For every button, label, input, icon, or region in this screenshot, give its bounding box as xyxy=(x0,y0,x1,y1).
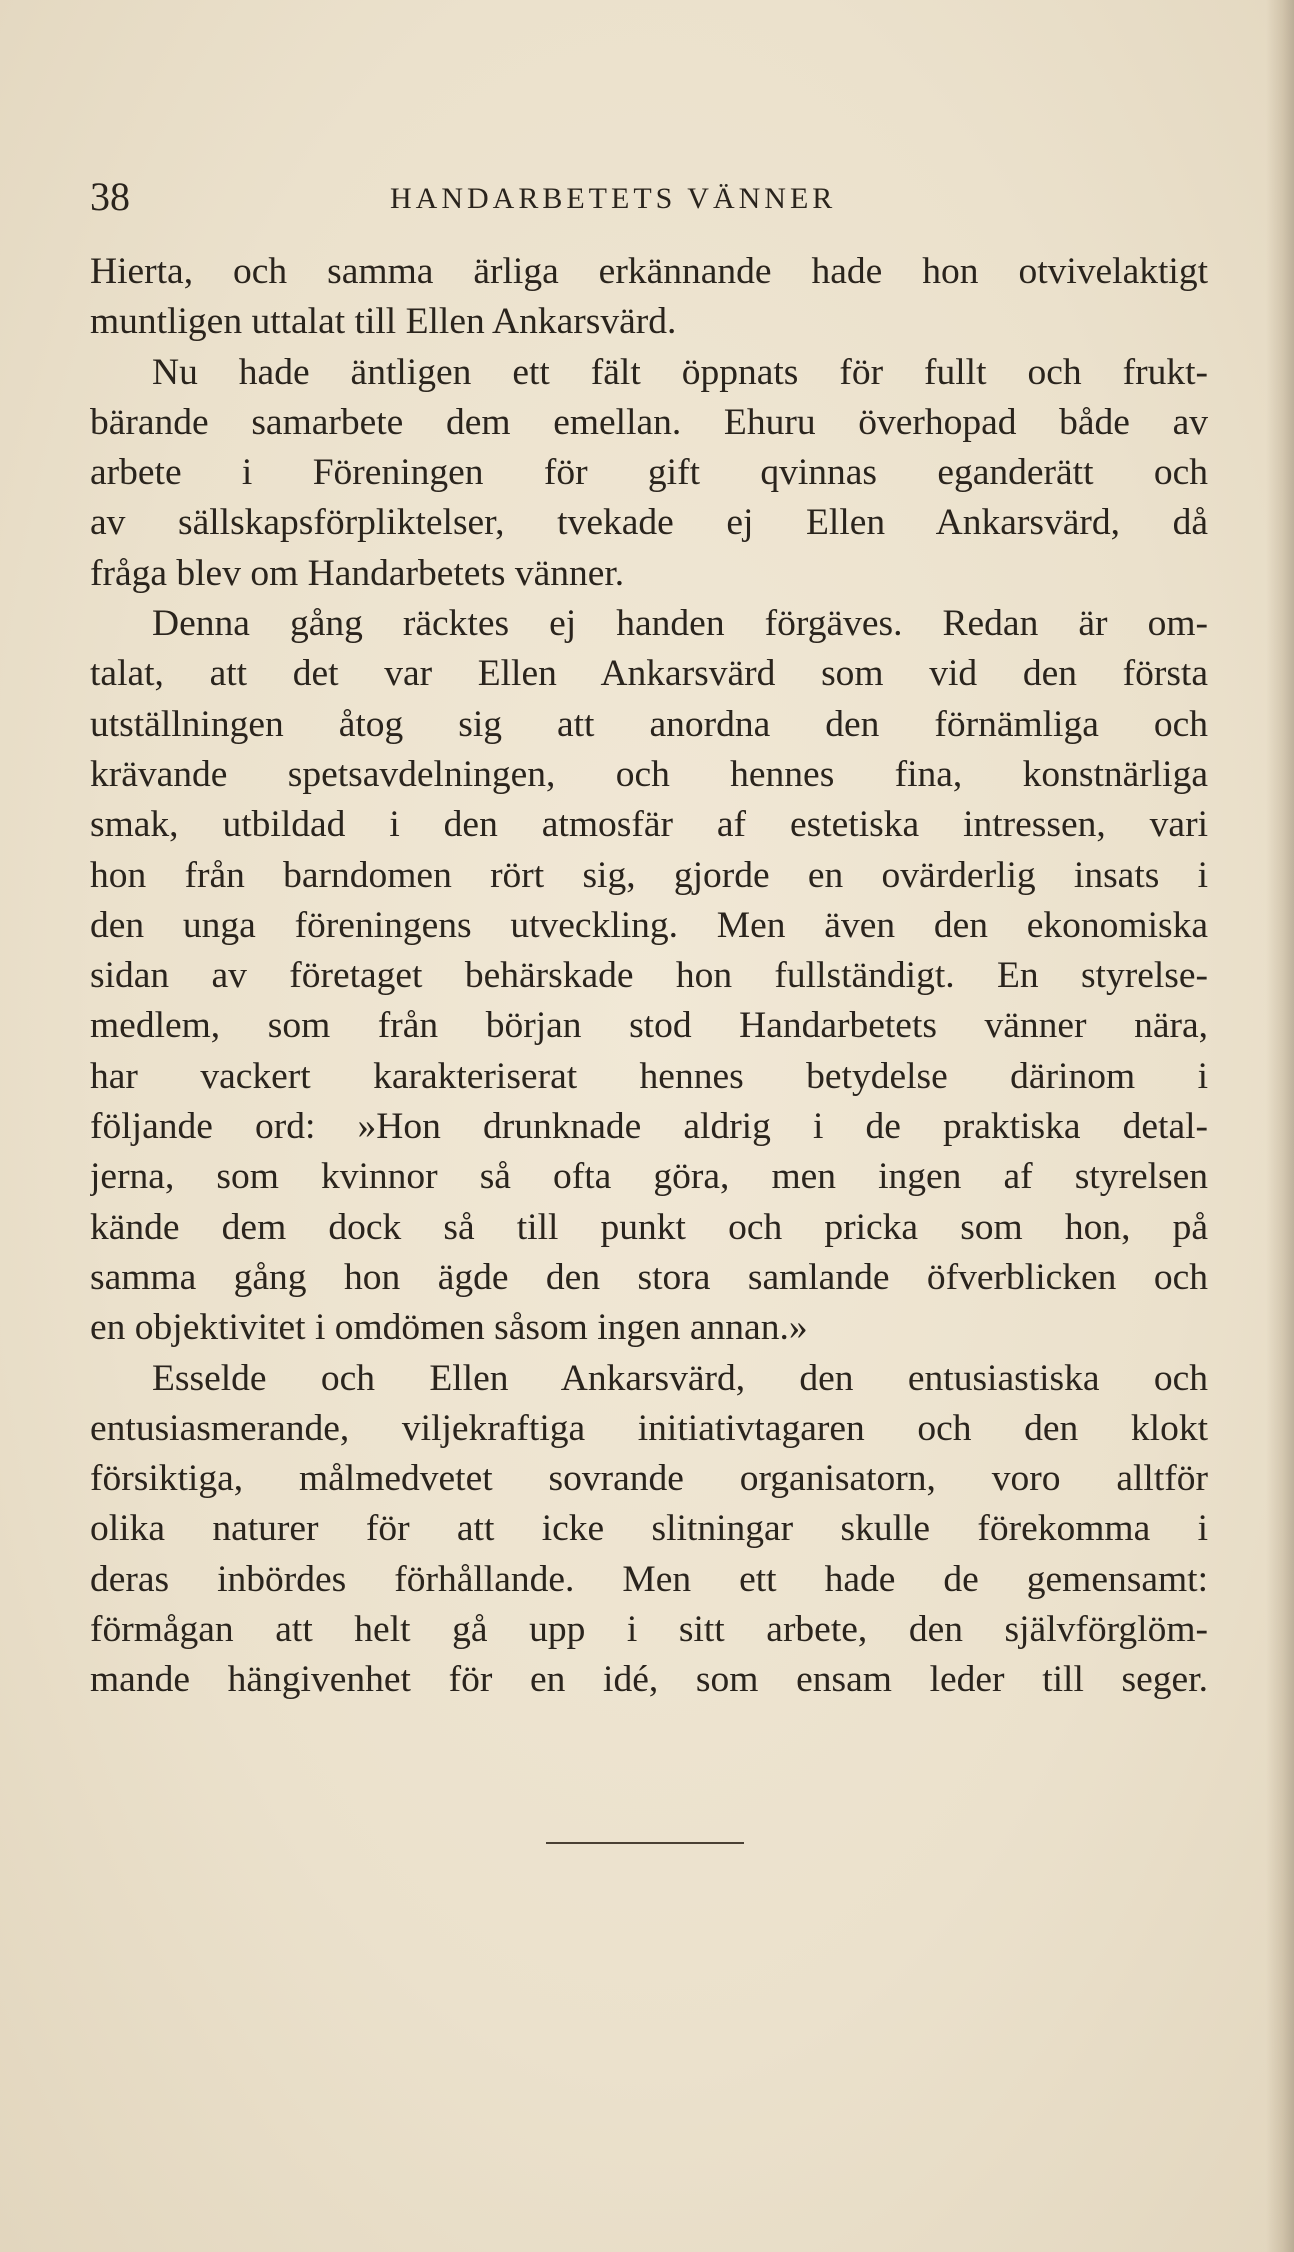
text-line: Nu hade äntligen ett fält öppnats för fullt och frukt- xyxy=(152,351,1208,393)
text-line: jerna, som kvinnor så ofta göra, men ingen af styrelsen xyxy=(90,1156,1208,1198)
text-line: Hierta, och samma ärliga erkännande hade hon otvivelaktigt xyxy=(90,251,1208,292)
text-line: hon från barndomen rört sig, gjorde en ovärderlig insats i xyxy=(90,854,1208,896)
text-line: talat, att det var Ellen Ankarsvärd som vid den första xyxy=(90,653,1208,695)
text-line: olika naturer för att icke slitningar skulle förekomma i xyxy=(90,1508,1208,1550)
page-number: 38 xyxy=(90,174,130,219)
body-text xyxy=(90,247,1208,1706)
text-line: kände dem dock så till punkt och pricka som hon, på xyxy=(90,1206,1208,1248)
text-line: smak, utbildad i den atmosfär af estetiska intressen, vari xyxy=(90,804,1208,846)
text-line: har vackert karakteriserat hennes betydelse därinom i xyxy=(90,1055,1208,1097)
page-header xyxy=(90,172,1210,222)
text-line: Esselde och Ellen Ankarsvärd, den entusiastiska och xyxy=(152,1357,1208,1399)
text-line: medlem, som från början stod Handarbetets vänner nära, xyxy=(90,1005,1208,1047)
text-line: arbete i Föreningen för gift qvinnas eganderätt och xyxy=(90,452,1208,494)
text-line: sidan av företaget behärskade hon fullständigt. En styrelse- xyxy=(90,955,1208,997)
text-line: fråga blev om Handarbetets vänner. xyxy=(90,552,625,594)
text-line: av sällskapsförpliktelser, tvekade ej Ellen Ankarsvärd, då xyxy=(90,502,1208,544)
text-line: bärande samarbete dem emellan. Ehuru överhopad både av xyxy=(90,401,1208,443)
text-line: utställningen åtog sig att anordna den förnämliga och xyxy=(90,703,1208,745)
end-rule xyxy=(546,1842,744,1844)
text-line: förmågan att helt gå upp i sitt arbete, den självförglöm- xyxy=(90,1609,1208,1651)
text-line: muntligen uttalat till Ellen Ankarsvärd. xyxy=(90,301,677,343)
text-line: mande hängivenhet för en idé, som ensam leder till seger. xyxy=(90,1659,1208,1701)
running-head: HANDARBETETS VÄNNER xyxy=(390,182,837,215)
text-line: följande ord: »Hon drunknade aldrig i de praktiska detal- xyxy=(90,1106,1208,1148)
text-line: den unga föreningens utveckling. Men även den ekonomiska xyxy=(90,904,1208,946)
text-line: entusiasmerande, viljekraftiga initiativtagaren och den klokt xyxy=(90,1407,1208,1449)
text-line: deras inbördes förhållande. Men ett hade de gemensamt: xyxy=(90,1558,1208,1600)
text-line: Denna gång räcktes ej handen förgäves. Redan är om- xyxy=(152,603,1208,645)
page-edge-shadow xyxy=(1266,0,1294,2252)
text-line: en objektivitet i omdömen såsom ingen annan.» xyxy=(90,1307,808,1349)
text-line: försiktiga, målmedvetet sovrande organisatorn, voro alltför xyxy=(90,1458,1208,1500)
text-line: samma gång hon ägde den stora samlande öfverblicken och xyxy=(90,1256,1208,1298)
text-line: krävande spetsavdelningen, och hennes fina, konstnärliga xyxy=(90,753,1208,795)
